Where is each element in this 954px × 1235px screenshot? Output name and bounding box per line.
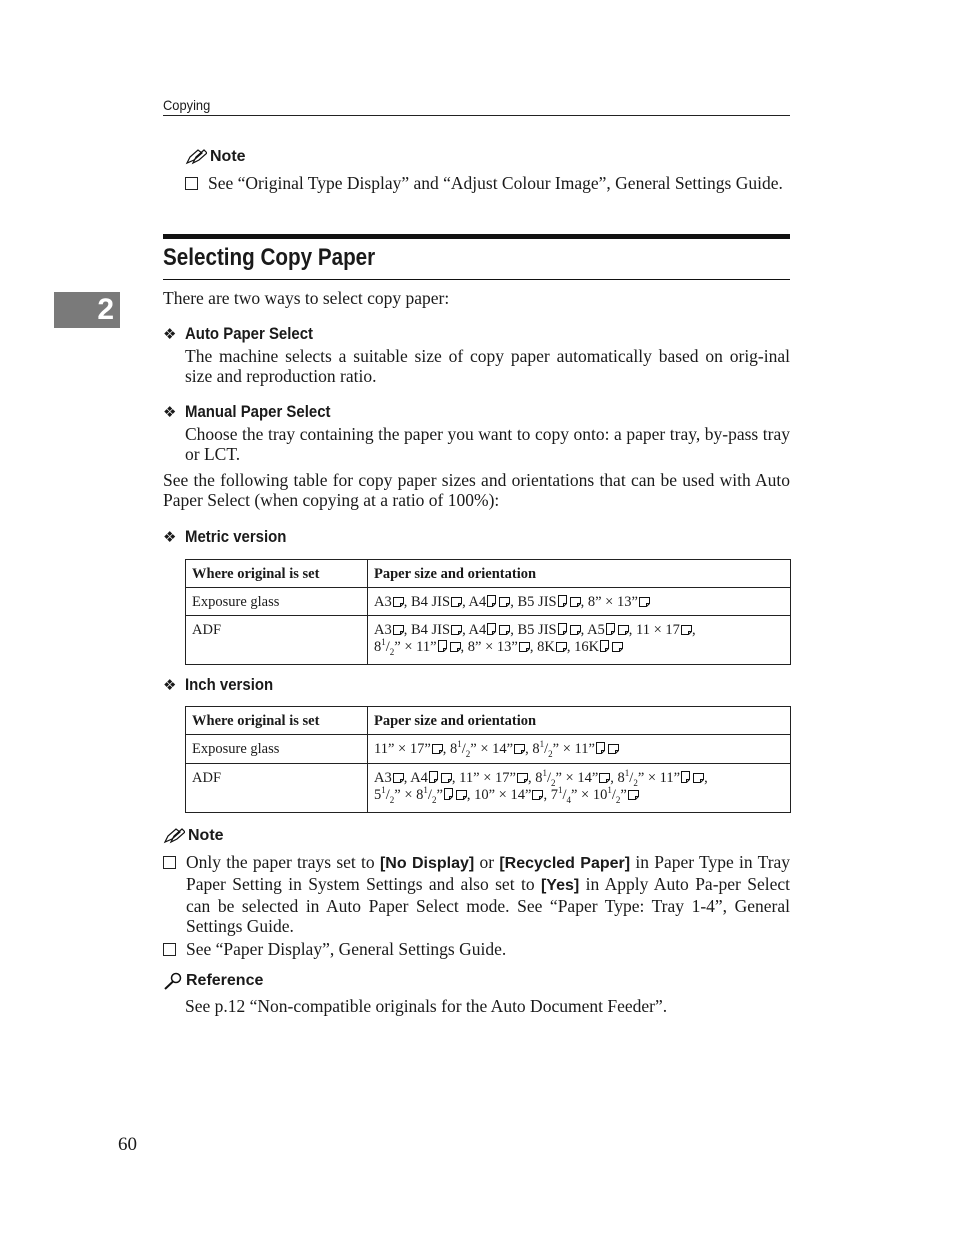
- portrait-orientation-icon: [600, 640, 611, 650]
- size-label: 11” × 17”: [459, 770, 516, 786]
- portrait-orientation-icon: [444, 788, 455, 798]
- size-label: A4: [410, 770, 428, 786]
- checkbox-bullet-icon: [163, 943, 176, 956]
- pencil-icon: [185, 149, 207, 165]
- diamond-bullet-icon: ❖: [163, 404, 177, 421]
- landscape-orientation-icon: [681, 623, 692, 633]
- landscape-orientation-icon: [393, 771, 404, 781]
- metric-heading: [163, 527, 300, 547]
- note-heading: [185, 148, 790, 166]
- landscape-orientation-icon: [570, 623, 581, 633]
- landscape-orientation-icon: [432, 742, 443, 752]
- portrait-orientation-icon: [487, 595, 498, 605]
- section-bottom-rule: [163, 279, 790, 280]
- landscape-orientation-icon: [599, 771, 610, 781]
- table-row: [186, 588, 791, 616]
- size-label: 8” × 13”: [587, 594, 638, 610]
- note-item-text: See “Original Type Display” and “Adjust Colour Image”, General Settings Guide.: [208, 173, 783, 193]
- text-run: in Paper Type in Tray Paper Setting in System Settings and also set to: [186, 852, 791, 894]
- landscape-orientation-icon: [499, 595, 510, 605]
- table-cell: ADF: [186, 616, 368, 665]
- table-header-cell: Paper size and orientation: [368, 707, 791, 735]
- table-cell: Exposure glass: [186, 588, 368, 616]
- landscape-orientation-icon: [628, 788, 639, 798]
- section-intro: There are two ways to select copy paper:: [163, 288, 450, 308]
- table-row: [186, 616, 791, 665]
- landscape-orientation-icon: [517, 771, 528, 781]
- size-label: B5 JIS: [517, 622, 557, 638]
- portrait-orientation-icon: [596, 742, 607, 752]
- size-label: 16K: [574, 639, 600, 655]
- inch-heading: [163, 675, 285, 695]
- landscape-orientation-icon: [532, 788, 543, 798]
- table-cell: A3 , A4 , 11” × 17” , $8^1/_2$” × 14” , $8^1/_2$” × 11” , $5^1/_2$” × $8^1/_2$” , 10” × 14” , $7^1/_4$” × $10^1/_2$”: [368, 764, 791, 813]
- diamond-bullet-icon: ❖: [163, 677, 177, 694]
- size-label: A3: [374, 622, 392, 638]
- inch-table: [185, 706, 791, 813]
- size-label: A3: [374, 770, 392, 786]
- landscape-orientation-icon: [499, 623, 510, 633]
- table-row: [186, 764, 791, 813]
- table-header-row: [186, 560, 791, 588]
- reference-heading-label: Reference: [186, 972, 264, 989]
- section-title: Selecting Copy Paper: [163, 244, 376, 271]
- size-label: 10” × 14”: [474, 787, 532, 803]
- table-header-cell: Paper size and orientation: [368, 560, 791, 588]
- portrait-orientation-icon: [606, 623, 617, 633]
- table-cell: 11” × 17” , $8^1/_2$” × 14” , $8^1/_2$” × 11”: [368, 735, 791, 764]
- landscape-orientation-icon: [519, 640, 530, 650]
- size-label: B4 JIS: [410, 594, 451, 610]
- table-row: [186, 735, 791, 764]
- diamond-bullet-icon: ❖: [163, 326, 177, 343]
- note-block: [185, 148, 790, 166]
- diamond-bullet-icon: ❖: [163, 529, 177, 546]
- header-rule: [163, 115, 790, 116]
- magnifier-icon: [163, 972, 183, 990]
- note-item: [163, 939, 790, 959]
- landscape-orientation-icon: [514, 742, 525, 752]
- ui-label-yes: [Yes]: [540, 877, 580, 894]
- landscape-orientation-icon: [393, 595, 404, 605]
- size-label: B4 JIS: [410, 622, 451, 638]
- note-item-text: See “Paper Display”, General Settings Guide.: [186, 939, 507, 959]
- ui-label-no-display: [No Display]: [379, 855, 475, 872]
- running-head: Copying: [163, 97, 211, 113]
- landscape-orientation-icon: [451, 623, 462, 633]
- table-cell: A3 , B4 JIS , A4 , B5 JIS , 8” × 13”: [368, 588, 791, 616]
- reference-text: See p.12 “Non-compatible originals for the Auto Document Feeder”.: [185, 996, 668, 1016]
- text-run: in Apply Auto Pa-per Select can be selected in Auto Paper Select mode. See “Paper Type: Tray 1-4”, General Settings Guide.: [186, 874, 791, 936]
- size-label: 8” × 13”: [467, 639, 518, 655]
- ui-label-recycled-paper: [Recycled Paper]: [499, 855, 631, 872]
- note-item-text: [186, 852, 790, 936]
- size-label: 11” × 17”: [374, 741, 431, 757]
- pencil-icon: [163, 828, 185, 844]
- landscape-orientation-icon: [618, 623, 629, 633]
- size-label: A4: [468, 622, 487, 638]
- metric-table: [185, 559, 791, 665]
- table-header-cell: Where original is set: [186, 707, 368, 735]
- landscape-orientation-icon: [441, 771, 452, 781]
- portrait-orientation-icon: [558, 623, 569, 633]
- landscape-orientation-icon: [451, 595, 462, 605]
- table-cell: ADF: [186, 764, 368, 813]
- landscape-orientation-icon: [556, 640, 567, 650]
- landscape-orientation-icon: [570, 595, 581, 605]
- size-label: 11 × 17: [636, 622, 680, 638]
- landscape-orientation-icon: [393, 623, 404, 633]
- landscape-orientation-icon: [639, 595, 650, 605]
- landscape-orientation-icon: [450, 640, 461, 650]
- note-item: [185, 173, 790, 193]
- reference-heading: [163, 972, 263, 990]
- table-header-cell: Where original is set: [186, 560, 368, 588]
- landscape-orientation-icon: [693, 771, 704, 781]
- table-cell: Exposure glass: [186, 735, 368, 764]
- portrait-orientation-icon: [558, 595, 569, 605]
- text-run: Only the paper trays set to: [186, 852, 375, 872]
- portrait-orientation-icon: [429, 771, 440, 781]
- page-number: 60: [118, 1134, 137, 1155]
- note-item: [163, 852, 790, 936]
- size-label: A5: [587, 622, 605, 638]
- manual-paper-text: Choose the tray containing the paper you want to copy onto: a paper tray, by-pass tray or LCT.: [185, 424, 790, 464]
- note-heading-label: Note: [188, 827, 224, 844]
- size-label: A3: [374, 594, 392, 610]
- checkbox-bullet-icon: [185, 177, 198, 190]
- note-heading: [163, 827, 224, 845]
- landscape-orientation-icon: [456, 788, 467, 798]
- landscape-orientation-icon: [612, 640, 623, 650]
- portrait-orientation-icon: [681, 771, 692, 781]
- inch-heading-label: Inch version: [185, 675, 274, 694]
- size-label: 8K: [537, 639, 555, 655]
- chapter-tab: 2: [54, 292, 120, 328]
- manual-paper-heading-label: Manual Paper Select: [185, 402, 331, 421]
- auto-paper-heading-label: Auto Paper Select: [185, 324, 314, 343]
- table-cell: A3 , B4 JIS , A4 , B5 JIS , A5 , 11 × 17 , $8^1/_2$” × 11” , 8” × 13” , 8K , 16K: [368, 616, 791, 665]
- table-header-row: [186, 707, 791, 735]
- text-run: or: [479, 852, 495, 872]
- landscape-orientation-icon: [608, 742, 619, 752]
- manual-paper-heading: [163, 402, 350, 422]
- size-label: A4: [468, 594, 487, 610]
- portrait-orientation-icon: [438, 640, 449, 650]
- section-top-rule: [163, 234, 790, 239]
- auto-paper-heading: [163, 324, 331, 344]
- size-label: B5 JIS: [517, 594, 557, 610]
- checkbox-bullet-icon: [163, 856, 176, 869]
- table-intro: See the following table for copy paper sizes and orientations that can be used with Auto Paper Select (when copying at a ratio of 100%):: [163, 470, 790, 510]
- auto-paper-text: The machine selects a suitable size of copy paper automatically based on orig-inal size and reproduction ratio.: [185, 346, 790, 386]
- metric-heading-label: Metric version: [185, 527, 287, 546]
- portrait-orientation-icon: [487, 623, 498, 633]
- note-heading-label: Note: [210, 148, 246, 165]
